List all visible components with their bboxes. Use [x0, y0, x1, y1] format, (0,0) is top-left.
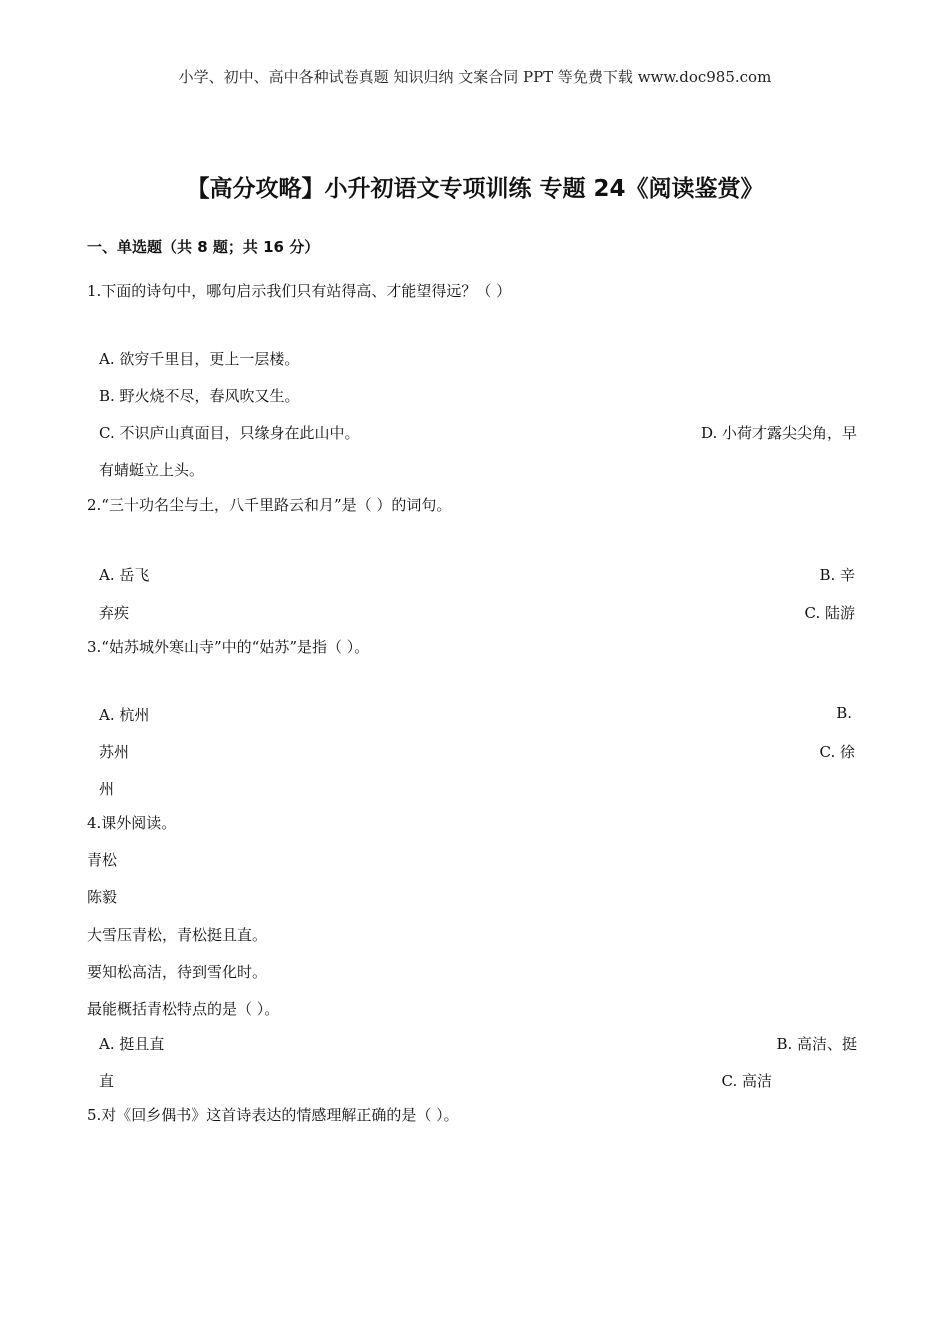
section-heading: 一、单选题（共 8 题；共 16 分） [87, 238, 320, 256]
question-2-option-c: C. 陆游 [804, 604, 855, 622]
question-4-option-c: C. 高洁 [721, 1072, 772, 1090]
poem-line-2: 要知松高洁，待到雪化时。 [87, 963, 268, 981]
question-3-option-b-continued: 苏州 [99, 743, 130, 761]
question-1-option-d-continued: 有蜻蜓立上头。 [99, 461, 205, 479]
question-1-option-c: C. 不识庐山真面目，只缘身在此山中。 [99, 424, 360, 442]
question-1-option-b: B. 野火烧不尽，春风吹又生。 [99, 387, 300, 405]
poem-title: 青松 [87, 851, 118, 869]
question-2-option-b: B. 辛 [819, 566, 855, 584]
question-3-option-a: A. 杭州 [99, 706, 150, 724]
question-4-option-b-continued: 直 [99, 1072, 115, 1090]
question-3-stem: 3.“姑苏城外寒山寺”中的“姑苏”是指（ ）。 [87, 638, 370, 656]
question-5-stem: 5.对《回乡偶书》这首诗表达的情感理解正确的是（ ）。 [87, 1106, 459, 1124]
question-1-stem: 1.下面的诗句中，哪句启示我们只有站得高、才能望得远？（ ） [87, 282, 512, 300]
question-4-option-a: A. 挺且直 [99, 1035, 165, 1053]
question-1-option-d: D. 小荷才露尖尖角，早 [700, 424, 857, 442]
question-2-option-b-continued: 弃疾 [99, 604, 130, 622]
question-1-option-a: A. 欲穷千里目，更上一层楼。 [99, 350, 300, 368]
question-2-option-a: A. 岳飞 [99, 566, 150, 584]
question-3-option-b: B. [836, 704, 852, 722]
question-4-stem: 4.课外阅读。 [87, 814, 177, 832]
question-4-prompt: 最能概括青松特点的是（ ）。 [87, 1000, 280, 1018]
page-header: 小学、初中、高中各种试卷真题 知识归纳 文案合同 PPT 等免费下载 www.doc985.com [178, 68, 772, 86]
poem-line-1: 大雪压青松，青松挺且直。 [87, 926, 268, 944]
question-3-option-c-continued: 州 [99, 780, 115, 798]
question-2-stem: 2.“三十功名尘与土，八千里路云和月”是（ ）的词句。 [87, 496, 452, 514]
question-3-option-c: C. 徐 [819, 743, 855, 761]
question-4-option-b: B. 高洁、挺 [776, 1035, 857, 1053]
poem-author: 陈毅 [87, 888, 118, 906]
document-title: 【高分攻略】小升初语文专项训练 专题 24《阅读鉴赏》 [186, 176, 764, 202]
